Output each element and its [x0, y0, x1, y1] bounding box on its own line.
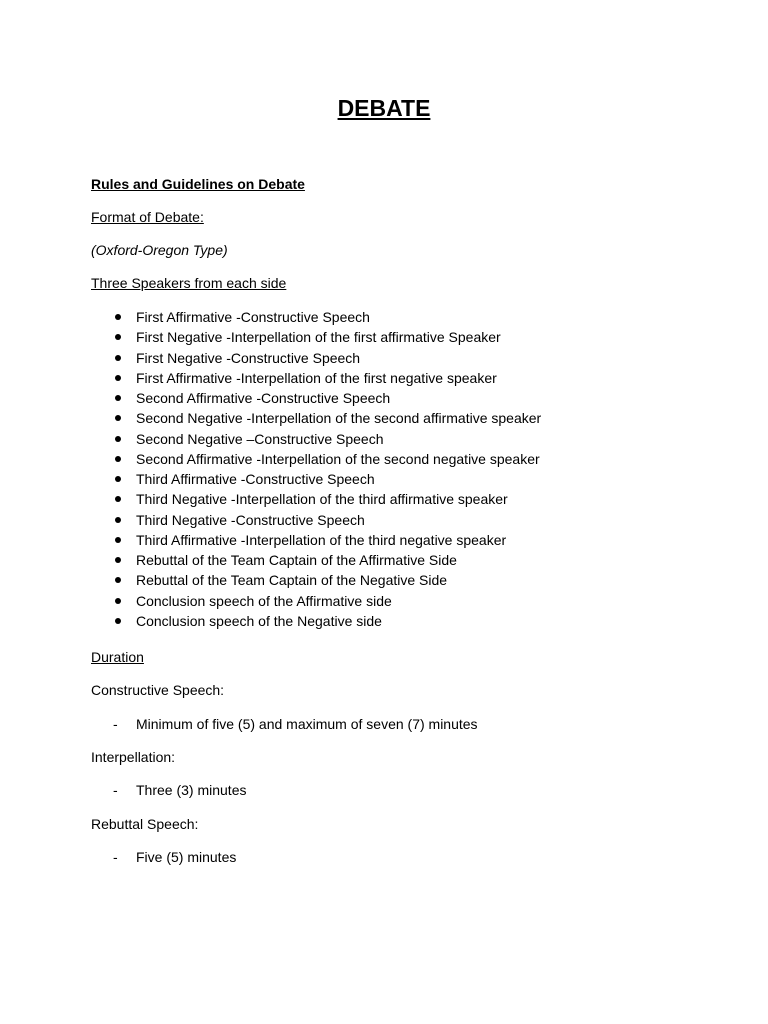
list-item	[91, 489, 541, 509]
list-item	[91, 429, 541, 449]
list-item-text: Third Negative -Constructive Speech	[136, 511, 365, 528]
dash-marker: -	[113, 782, 118, 798]
list-item-text: Second Affirmative -Constructive Speech	[136, 390, 391, 407]
list-item	[91, 550, 541, 570]
bullet-icon	[115, 314, 121, 320]
list-item-text: First Negative -Constructive Speech	[136, 349, 361, 366]
list-item	[91, 368, 541, 388]
bullet-icon	[115, 598, 121, 604]
rebuttal-label: Rebuttal Speech:	[91, 816, 199, 832]
list-item-text: Third Affirmative -Constructive Speech	[136, 471, 375, 488]
list-item-text: Rebuttal of the Team Captain of the Affirmative Side	[136, 552, 457, 569]
document-title: DEBATE	[337, 95, 431, 121]
list-item	[91, 510, 541, 530]
list-item	[91, 388, 541, 408]
bullet-icon	[115, 375, 121, 381]
list-item	[91, 348, 541, 368]
bullet-icon	[115, 395, 121, 401]
bullet-icon	[115, 577, 121, 583]
bullet-icon	[115, 557, 121, 563]
constructive-duration-text: Minimum of five (5) and maximum of seven (7) minutes	[136, 716, 478, 732]
list-item-text: Conclusion speech of the Negative side	[136, 612, 382, 629]
list-item-text: First Affirmative -Interpellation of the first negative speaker	[136, 369, 497, 386]
list-item-text: Rebuttal of the Team Captain of the Negative Side	[136, 572, 448, 589]
bullet-icon	[115, 415, 121, 421]
list-item	[91, 611, 541, 631]
list-item-text: Third Affirmative -Interpellation of the third negative speaker	[136, 531, 507, 548]
interpellation-duration-text: Three (3) minutes	[136, 782, 247, 798]
list-item	[91, 408, 541, 428]
format-type: (Oxford-Oregon Type)	[91, 242, 228, 258]
constructive-label: Constructive Speech:	[91, 682, 225, 698]
list-item-text: First Affirmative -Constructive Speech	[136, 309, 370, 325]
list-item	[91, 591, 541, 611]
interpellation-label: Interpellation:	[91, 749, 176, 765]
list-item-text: Conclusion speech of the Affirmative side	[136, 592, 392, 609]
bullet-icon	[115, 436, 121, 442]
list-item-text: Second Negative -Interpellation of the second affirmative speaker	[136, 410, 542, 427]
list-item-text: Second Negative –Constructive Speech	[136, 430, 384, 447]
list-item	[91, 307, 541, 327]
dash-marker: -	[113, 716, 118, 732]
bullet-icon	[115, 355, 121, 361]
rules-heading: Rules and Guidelines on Debate	[91, 176, 305, 192]
list-item-text: First Negative -Interpellation of the first affirmative Speaker	[136, 329, 501, 346]
list-item	[91, 530, 541, 550]
list-item-text: Second Affirmative -Interpellation of the second negative speaker	[136, 450, 540, 467]
speaking-order-list	[91, 307, 541, 631]
dash-marker: -	[113, 849, 118, 865]
list-item-text: Third Negative -Interpellation of the third affirmative speaker	[136, 491, 508, 508]
bullet-icon	[115, 496, 121, 502]
duration-heading: Duration	[91, 649, 144, 665]
list-item	[91, 469, 541, 489]
speakers-label: Three Speakers from each side	[91, 275, 287, 291]
bullet-icon	[115, 517, 121, 523]
list-item	[91, 327, 541, 347]
list-item	[91, 570, 541, 590]
bullet-icon	[115, 334, 121, 340]
bullet-icon	[115, 476, 121, 482]
list-item	[91, 449, 541, 469]
rebuttal-duration-text: Five (5) minutes	[136, 849, 237, 865]
bullet-icon	[115, 618, 121, 624]
bullet-icon	[115, 537, 121, 543]
bullet-icon	[115, 456, 121, 462]
format-label: Format of Debate:	[91, 209, 204, 225]
